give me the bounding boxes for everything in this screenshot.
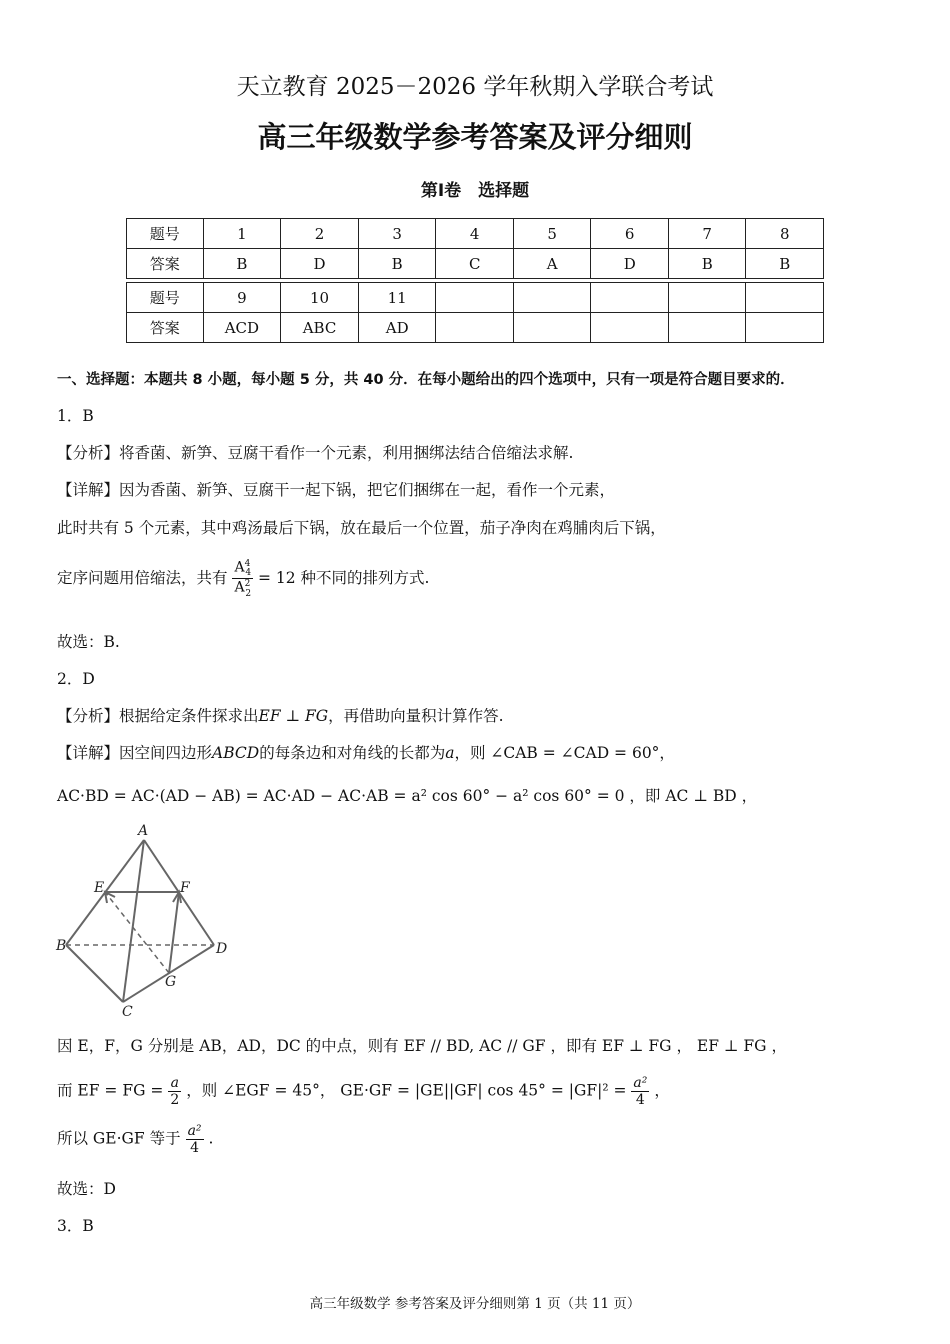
frac-den-sup: 2 xyxy=(244,579,251,590)
table-cell: AD xyxy=(358,313,436,343)
q2-detail-3: 因 E，F，G 分别是 AB，AD，DC 的中点，则有 EF // BD, AC // GF ，即有 EF ⊥ FG ， EF ⊥ FG ， xyxy=(57,1037,787,1055)
table-cell: 3 xyxy=(358,219,436,249)
q2-detail-4 xyxy=(57,1075,670,1108)
table-cell: B xyxy=(668,249,746,279)
table-cell xyxy=(746,313,824,343)
table-cell: 7 xyxy=(668,219,746,249)
frac-denominator: 4 xyxy=(190,1140,199,1156)
frac-numerator: a xyxy=(168,1075,181,1092)
table-cell: B xyxy=(746,249,824,279)
frac-denominator: 2 xyxy=(170,1092,180,1108)
frac-den-sub: 2 xyxy=(245,588,252,599)
table-row xyxy=(127,313,824,343)
q2-detail-1 xyxy=(57,741,675,763)
q2-analysis-expr: EF ⊥ FG xyxy=(258,707,329,725)
vertex-label-c: C xyxy=(122,1004,133,1020)
vertex-label-d: D xyxy=(216,941,228,957)
q1-analysis: 【分析】将香菌、新笋、豆腐干看作一个元素，利用捆绑法结合倍缩法求解. xyxy=(57,444,574,462)
frac-num-sup: 4 xyxy=(244,559,251,569)
q1-detail-3-post: = 12 种不同的排列方式. xyxy=(257,568,430,587)
answer-table xyxy=(126,218,824,343)
fraction-a-over-2 xyxy=(168,1075,181,1108)
section-title: 第Ⅰ卷 选择题 xyxy=(420,181,530,201)
q1-detail-3-pre: 定序问题用倍缩法，共有 xyxy=(57,568,228,587)
table-cell: D xyxy=(281,249,359,279)
q2-detail-5 xyxy=(57,1123,213,1156)
q2-detail-4-post: ， xyxy=(654,1081,670,1100)
table-cell: A xyxy=(513,249,591,279)
q2-detail-1-a: a xyxy=(445,744,455,762)
row-label: 答案 xyxy=(127,249,204,279)
q1-detail-3 xyxy=(57,559,429,599)
table-cell: 2 xyxy=(281,219,359,249)
document-title: 高三年级数学参考答案及评分细则 xyxy=(257,120,693,154)
q2-analysis-pre: 【分析】根据给定条件探求出 xyxy=(57,707,259,725)
vector-gf xyxy=(169,892,179,973)
table-cell: B xyxy=(358,249,436,279)
q2-detail-4-pre: 而 EF = FG = xyxy=(57,1081,164,1100)
arrow-head-e xyxy=(105,892,115,903)
table-cell xyxy=(668,313,746,343)
fraction-a2-over-4 xyxy=(631,1075,649,1108)
frac-denominator: A xyxy=(234,580,245,597)
edge-bc xyxy=(66,945,123,1002)
table-cell: ABC xyxy=(281,313,359,343)
vertex-label-b: B xyxy=(56,938,67,954)
q1-detail-2: 此时共有 5 个元素，其中鸡汤最后下锅，放在最后一个位置，茄子净肉在鸡脯肉后下锅， xyxy=(57,519,666,537)
table-cell xyxy=(746,283,824,313)
table-cell: 10 xyxy=(281,283,359,313)
q1-detail-1: 【详解】因为香菌、新笋、豆腐干一起下锅，把它们捆绑在一起，看作一个元素， xyxy=(57,481,616,499)
page-footer: 高三年级数学 参考答案及评分细则第 1 页（共 11 页） xyxy=(309,1296,641,1312)
table-cell: B xyxy=(203,249,281,279)
vector-ge xyxy=(105,892,169,973)
q1-conclusion: 故选：B. xyxy=(57,633,120,651)
table-cell: 8 xyxy=(746,219,824,249)
q2-detail-1-post: ，则 ∠CAB = ∠CAD = 60°， xyxy=(454,744,675,762)
table-cell: D xyxy=(591,249,669,279)
table-row xyxy=(127,219,824,249)
table-cell: 9 xyxy=(203,283,281,313)
table-cell xyxy=(436,313,514,343)
frac-numerator: A xyxy=(234,559,245,576)
row-label: 题号 xyxy=(127,283,204,313)
table-cell xyxy=(436,283,514,313)
table-cell: ACD xyxy=(203,313,281,343)
q3-number: 3．B xyxy=(57,1217,94,1235)
q2-detail-1-mid: 的每条边和对角线的长都为 xyxy=(259,744,446,762)
frac-numerator: a² xyxy=(187,1123,202,1139)
part1-heading: 一、选择题：本题共 8 小题，每小题 5 分，共 40 分．在每小题给出的四个选项中，只有一项是符合题目要求的． xyxy=(57,372,795,388)
table-cell xyxy=(668,283,746,313)
q2-number: 2．D xyxy=(57,670,95,688)
table-cell: C xyxy=(436,249,514,279)
q1-number: 1．B xyxy=(57,407,94,425)
vertex-label-e: E xyxy=(94,880,105,896)
q2-conclusion: 故选：D xyxy=(57,1180,116,1198)
fraction-a2-over-4 xyxy=(186,1123,204,1156)
q2-detail-5-post: . xyxy=(208,1129,214,1148)
frac-num-sub: 4 xyxy=(245,568,252,579)
vertex-label-f: F xyxy=(180,880,190,896)
q2-analysis xyxy=(57,704,504,726)
tetrahedron-figure xyxy=(52,820,242,1020)
frac-numerator: a² xyxy=(633,1075,648,1091)
table-cell xyxy=(591,313,669,343)
q2-detail-4-mid: ，则 ∠EGF = 45°， GE·GF = |GE||GF| cos 45° = |GF|² = xyxy=(186,1081,627,1100)
frac-denominator: 4 xyxy=(635,1092,645,1108)
table-row xyxy=(127,249,824,279)
table-cell xyxy=(513,283,591,313)
row-label: 题号 xyxy=(127,219,204,249)
q2-detail-5-pre: 所以 GE·GF 等于 xyxy=(57,1129,181,1148)
table-cell: 6 xyxy=(591,219,669,249)
vertex-label-a: A xyxy=(138,823,149,839)
table-cell xyxy=(513,313,591,343)
table-cell: 5 xyxy=(513,219,591,249)
q2-analysis-post: ，再借助向量积计算作答. xyxy=(328,707,504,725)
q2-detail-2: AC·BD = AC·(AD − AB) = AC·AD − AC·AB = a² cos 60° − a² cos 60° = 0 ，即 AC ⊥ BD ， xyxy=(57,787,758,805)
table-cell xyxy=(591,283,669,313)
exam-title: 天立教育 2025－2026 学年秋期入学联合考试 xyxy=(236,74,714,100)
row-label: 答案 xyxy=(127,313,204,343)
table-cell: 1 xyxy=(203,219,281,249)
table-row xyxy=(127,283,824,313)
vertex-label-g: G xyxy=(165,974,177,990)
q2-detail-1-pre: 【详解】因空间四边形 xyxy=(57,744,213,762)
table-cell: 4 xyxy=(436,219,514,249)
permutation-fraction xyxy=(232,559,253,599)
q2-detail-1-abcd: ABCD xyxy=(212,744,260,762)
table-cell: 11 xyxy=(358,283,436,313)
